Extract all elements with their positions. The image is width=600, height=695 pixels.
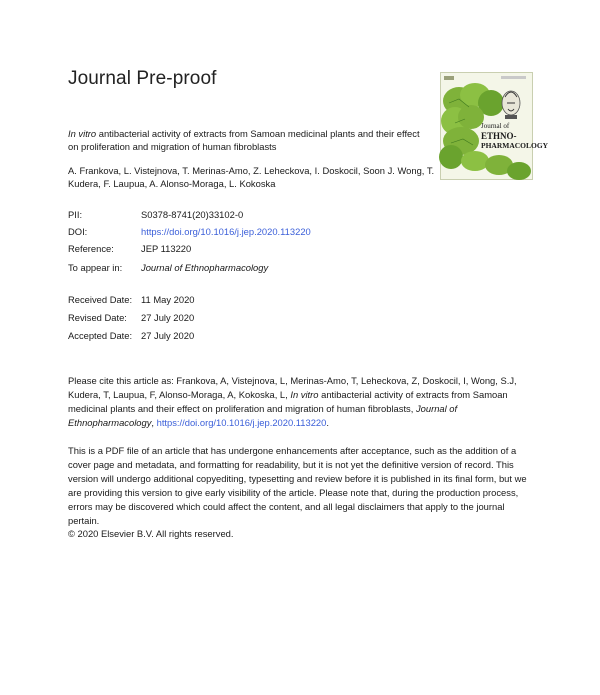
appear-label: To appear in: (68, 262, 123, 273)
accepted-label: Accepted Date: (68, 330, 133, 341)
citation-sep: , (151, 417, 157, 428)
doi-link[interactable]: https://doi.org/10.1016/j.jep.2020.113220 (141, 226, 311, 237)
journal-cover-image (440, 72, 549, 180)
citation-intro: Please cite this article as: Frankova, A, Vistejnova, L, Merinas-Amo, T, Leheckova, Z, Doskocil, I, Wong, S.J, Kudera, T, Laupua, F, Alonso-Moraga, A, Kokoska, L, (68, 375, 517, 400)
citation-end: . (326, 417, 329, 428)
revised-label: Revised Date: (68, 312, 127, 323)
citation-paragraph (68, 374, 538, 430)
doi-label: DOI: (68, 226, 88, 237)
title-italic: In vitro (68, 128, 97, 139)
reference-label: Reference: (68, 243, 114, 254)
pii-value: S0378-8741(20)33102-0 (141, 209, 244, 220)
received-label: Received Date: (68, 294, 133, 305)
author-list: A. Frankova, L. Vistejnova, T. Merinas-Amo, Z. Leheckova, I. Doskocil, Soon J. Wong, T. Kudera, F. Laupua, A. Alonso-Moraga, L. Kokoska (68, 165, 435, 189)
disclaimer-paragraph: This is a PDF file of an article that has undergone enhancements after acceptance, such as the addition of a cover page and metadata, and formatting for readability, but it is not yet the definitive version of record. This version will undergo additional copyediting, typesetting and review before it is published in its final form, but we are providing this version to give early visibility of the article. Please note that, during the production process, errors may be discovered which could affect the content, and all legal disclaimers that apply to the journal pertain. (68, 445, 527, 526)
pii-label: PII: (68, 209, 83, 220)
received-value: 11 May 2020 (141, 294, 195, 305)
cover-journal-line1: Journal of (481, 122, 510, 130)
revised-value: 27 July 2020 (141, 312, 195, 323)
cover-journal-line3: PHARMACOLOGY (481, 141, 549, 150)
article-title (68, 127, 428, 153)
citation-italic: In vitro (290, 389, 319, 400)
citation-doi-link[interactable]: https://doi.org/10.1016/j.jep.2020.113220 (156, 417, 327, 428)
copyright-notice: © 2020 Elsevier B.V. All rights reserved. (68, 528, 234, 539)
cover-journal-line2: ETHNO- (481, 131, 517, 141)
citation-middle: antibacterial activity of extracts from Samoan medicinal plants and their effect on proliferation and migration of human fibroblasts, (68, 389, 508, 414)
accepted-value: 27 July 2020 (141, 330, 195, 341)
title-text: antibacterial activity of extracts from Samoan medicinal plants and their effect on proliferation and migration of human fibroblasts (68, 128, 420, 152)
appear-value: Journal of Ethnopharmacology (141, 262, 269, 273)
citation-journal: Journal of Ethnopharmacology (68, 403, 458, 428)
page-heading: Journal Pre-proof (68, 68, 217, 89)
reference-value: JEP 113220 (141, 243, 192, 254)
